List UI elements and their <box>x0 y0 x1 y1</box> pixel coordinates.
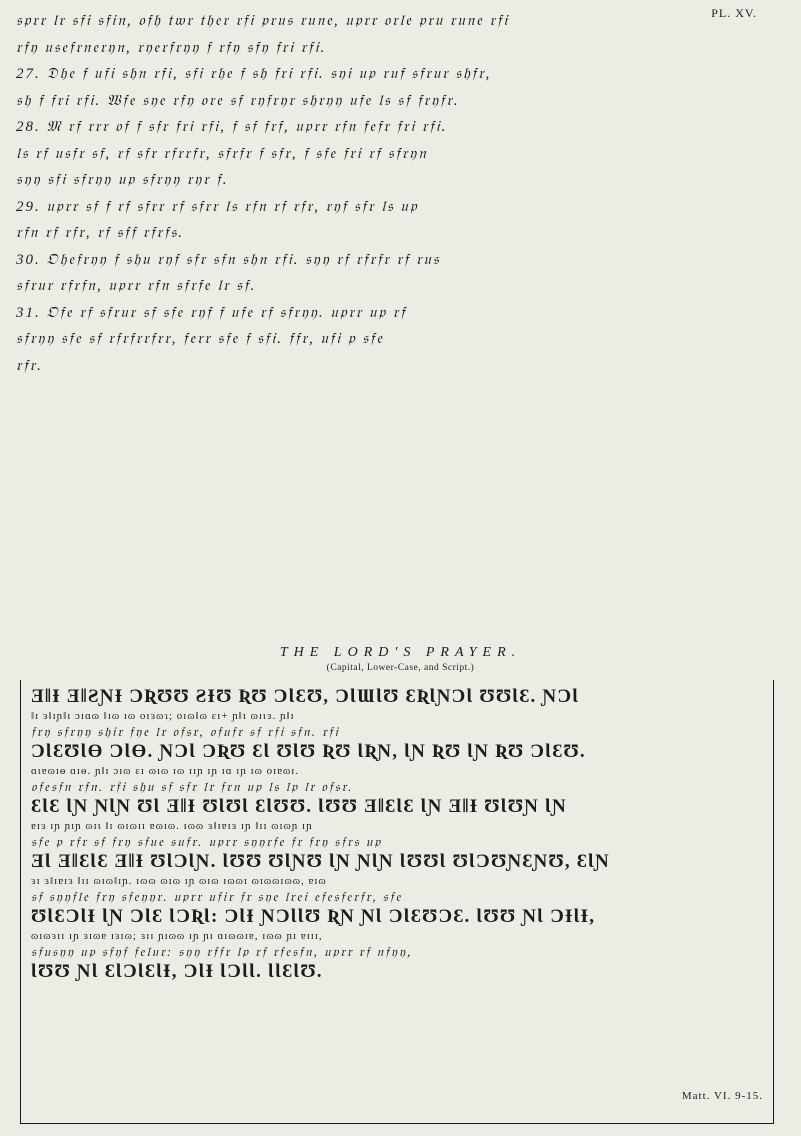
prayer-line-lower: ɜɪ ɜǁɪɐɪɜ ǁɪɪ ɷɪɷǁɪɲ. ɪɷɷ ɷɪɷ ɪɲ ɷɪɷ ɪɷɷɪ ɷɪɷɷɪɷɷ, ɐɪɷ <box>31 875 327 887</box>
verse-line: 30. 𝔒𝔥𝔢𝔣𝔯𝔶𝔶 𝔣 𝔰𝔥𝔲 𝔯𝔶𝔣 𝔰𝔣𝔯 𝔰𝔣𝔫 𝔰𝔥𝔫 𝔯𝔣𝔦. 𝔰𝔶𝔶 𝔯𝔣 𝔯𝔣𝔯𝔣𝔯 𝔯𝔣 𝔯𝔲𝔰 <box>16 251 441 268</box>
verse-line: 𝔰𝔣𝔯𝔲𝔯 𝔯𝔣𝔯𝔣𝔫, 𝔲𝔭𝔯𝔯 𝔯𝔣𝔫 𝔰𝔣𝔯𝔣𝔢 𝔩𝔯 𝔰𝔣. <box>16 278 257 294</box>
prayer-line-script: 𝔬𝔣𝔢𝔰𝔣𝔫 𝔯𝔣𝔫. 𝔯𝔣𝔦 𝔰𝔥𝔲 𝔰𝔣 𝔰𝔣𝔯 𝔩𝔯 𝔣𝔯𝔫 𝔲𝔭 𝔩𝔰 𝔩𝔭 𝔩𝔯 𝔬𝔣𝔰𝔯. <box>31 779 354 794</box>
prayer-line-capital: ƎƖ ƎǁƐƖƐ ƎǁƗ ƱƖƆƖƝ. ƖƱƱ ƱƖƝƱ ƖƝ ƝƖƝ ƖƱƱƖ ƱƖƆƱƝƐƝƱ, ƐƖƝ <box>31 851 610 872</box>
prayer-line-script: 𝔰𝔣𝔢 𝔭 𝔯𝔣𝔯 𝔰𝔣 𝔣𝔯𝔶 𝔰𝔣𝔲𝔢 𝔰𝔲𝔣𝔯. 𝔲𝔭𝔯𝔯 𝔰𝔶𝔶𝔯𝔣𝔢 𝔣𝔯 𝔣𝔯𝔶 𝔰𝔣𝔯𝔰 𝔲𝔭 <box>31 834 383 849</box>
prayer-line-capital: ƖƱƱ ƝƖ ƐƖƆƖƐƖƗ, ƆƖƗ ƖƆƖƖ. ƖƖƐƖƱ. <box>31 961 323 982</box>
verse-line: 29. 𝔲𝔭𝔯𝔯 𝔰𝔣 𝔣 𝔯𝔣 𝔰𝔣𝔯𝔯 𝔯𝔣 𝔰𝔣𝔯𝔯 𝔩𝔰 𝔯𝔣𝔫 𝔯𝔣 𝔯𝔣𝔯, 𝔯𝔶𝔣 𝔰𝔣𝔯 𝔩𝔰 𝔲𝔭 <box>16 198 419 215</box>
prayer-line-script: 𝔰𝔣 𝔰𝔶𝔶𝔣𝔩𝔢 𝔣𝔯𝔶 𝔰𝔣𝔢𝔶𝔶𝔯. 𝔲𝔭𝔯𝔯 𝔲𝔣𝔦𝔯 𝔣𝔯 𝔰𝔶𝔢 𝔩𝔯𝔢𝔦 𝔢𝔣𝔢𝔰𝔣𝔢𝔯𝔣𝔯, 𝔰𝔣𝔢 <box>31 889 403 904</box>
verse-line: 𝔯𝔣𝔫 𝔯𝔣 𝔯𝔣𝔯, 𝔯𝔣 𝔰𝔣𝔣 𝔯𝔣𝔯𝔣𝔰. <box>16 225 184 241</box>
verse-line: 𝔰𝔶𝔶 𝔰𝔣𝔦 𝔰𝔣𝔯𝔶𝔶 𝔲𝔭 𝔰𝔣𝔯𝔶𝔶 𝔯𝔶𝔯 𝔣. <box>16 172 229 188</box>
verse-line: 31. 𝔒𝔣𝔢 𝔯𝔣 𝔰𝔣𝔯𝔲𝔯 𝔰𝔣 𝔰𝔣𝔢 𝔯𝔶𝔣 𝔣 𝔲𝔣𝔢 𝔯𝔣 𝔰𝔣𝔯𝔶𝔶. 𝔲𝔭𝔯𝔯 𝔲𝔭 𝔯𝔣 <box>16 304 407 321</box>
prayer-line-lower: ɑɩɐɷɪɵ ɑɪɵ. ɲǁɪ ɔɪɷ ɛɪ ɷɪɷ ɪɷ ɪɪɲ ɪɲ ɪɑ ɪɲ ɪɷ oɪɐɷɪ. <box>31 765 300 777</box>
prayer-line-capital: ƎǁƗ ƎǁƧƝƗ ƆƦƱƱ ƧƗƱ ƦƱ ƆƖƐƱ, ƆƖƜƖƱ ƐƦƖƝƆƖ ƱƱƖƐ. ƝƆƖ <box>31 686 580 707</box>
verse-line: 27. 𝔇𝔥𝔢 𝔣 𝔲𝔣𝔦 𝔰𝔥𝔫 𝔯𝔣𝔦, 𝔰𝔣𝔦 𝔯𝔥𝔢 𝔣 𝔰𝔥 𝔣𝔯𝔦 𝔯𝔣𝔦. 𝔰𝔶𝔦 𝔲𝔭 𝔯𝔲𝔣 𝔰𝔣𝔯𝔲𝔯 𝔰𝔥𝔣𝔯, <box>16 66 492 82</box>
prayer-line-capital: ƐƖƐ ƖƝ ƝƖƝ ƱƖ ƎǁƗ ƱƖƱƖ ƐƖƱƱ. ƖƱƱ ƎǁƐƖƐ ƖƝ ƎǁƗ ƱƖƱƝ ƖƝ <box>31 796 567 817</box>
verse-line: 𝔯𝔣𝔶 𝔲𝔰𝔢𝔣𝔯𝔫𝔢𝔯𝔶𝔫, 𝔯𝔶𝔢𝔯𝔣𝔯𝔶𝔶 𝔣 𝔯𝔣𝔶 𝔰𝔣𝔶 𝔣𝔯𝔦 𝔯𝔣𝔦. <box>16 39 327 56</box>
verse-line: 𝔯𝔣𝔯. <box>16 357 43 374</box>
plate-number: PL. XV. <box>711 6 757 20</box>
verse-line: 𝔰𝔭𝔯𝔯 𝔩𝔯 𝔰𝔣𝔦 𝔰𝔣𝔦𝔫, 𝔬𝔣𝔥 𝔱𝔴𝔯 𝔱𝔥𝔢𝔯 𝔯𝔣𝔦 𝔭𝔯𝔲𝔰 𝔯𝔲𝔫𝔢, 𝔲𝔭𝔯𝔯 𝔬𝔯𝔩𝔢 𝔭𝔯𝔲 𝔯𝔲𝔫𝔢 𝔯𝔣𝔦 <box>16 13 510 29</box>
verse-line: 28. 𝔐 𝔯𝔣 𝔯𝔯𝔯 𝔬𝔣 𝔣 𝔰𝔣𝔯 𝔣𝔯𝔦 𝔯𝔣𝔦, 𝔣 𝔰𝔣 𝔣𝔯𝔣, 𝔲𝔭𝔯𝔯 𝔯𝔣𝔫 𝔣𝔢𝔣𝔯 𝔣𝔯𝔦 𝔯𝔣𝔦. <box>16 119 448 135</box>
prayer-line-script: 𝔰𝔣𝔲𝔰𝔶𝔶 𝔲𝔭 𝔰𝔣𝔶𝔣 𝔣𝔢𝔩𝔲𝔯: 𝔰𝔶𝔶 𝔯𝔣𝔣𝔯 𝔩𝔭 𝔯𝔣 𝔯𝔣𝔢𝔰𝔣𝔫, 𝔲𝔭𝔯𝔯 𝔯𝔣 𝔫𝔣𝔶𝔶, <box>31 944 413 959</box>
scripture-reference: Matt. VI. 9-15. <box>681 1090 763 1102</box>
prayer-line-lower: ɐɪɜ ɪɲ ɲɪɲ ɷɪɩ ǁɪ ɷɪɷɪɪ ɐɷɪɷ. ɪɷɷ ɜǁɪɐɪɜ ɪɲ ǁɪɪ ɷɪɷɲ ɪɲ <box>31 820 313 832</box>
prayer-line-lower: ɷɪɷɜɪɪ ɪɲ ɜɪɷɐ ɪɜɪɷ; ɜɪɪ ɲɪɷɷ ɪɲ ɲɪ ɑɪɷɷɪɐ, ɪɷɷ ɲɪ ɐɪɪɪ, <box>31 930 323 942</box>
section-heading: THE LORD'S PRAYER. <box>279 645 522 660</box>
section-subheading: (Capital, Lower-Case, and Script.) <box>326 663 475 673</box>
prayer-line-script: 𝔣𝔯𝔶 𝔰𝔣𝔯𝔶𝔶 𝔰𝔥𝔦𝔯 𝔣𝔶𝔢 𝔩𝔯 𝔬𝔣𝔰𝔯, 𝔬𝔣𝔲𝔣𝔯 𝔰𝔣 𝔯𝔣𝔦 𝔰𝔣𝔫. 𝔯𝔣𝔦 <box>31 724 340 739</box>
prayer-box <box>20 680 774 1124</box>
verse-line: 𝔰𝔣𝔯𝔶𝔶 𝔰𝔣𝔢 𝔰𝔣 𝔯𝔣𝔯𝔣𝔯𝔯𝔣𝔯𝔯, 𝔣𝔢𝔯𝔯 𝔰𝔣𝔢 𝔣 𝔰𝔣𝔦. 𝔣𝔣𝔯, 𝔲𝔣𝔦 𝔭 𝔰𝔣𝔢 <box>16 331 385 347</box>
verse-line: 𝔰𝔥 𝔣 𝔣𝔯𝔦 𝔯𝔣𝔦. 𝔚𝔣𝔢 𝔰𝔶𝔢 𝔯𝔣𝔶 𝔬𝔯𝔢 𝔰𝔣 𝔯𝔶𝔣𝔯𝔶𝔯 𝔰𝔥𝔯𝔶𝔶 𝔲𝔣𝔢 𝔩𝔰 𝔰𝔣 𝔣𝔯𝔶𝔣𝔯. <box>16 92 460 109</box>
prayer-line-capital: ƆƖƐƱƖƟ ƆƖƟ. ƝƆƖ ƆƦƱ ƐƖ ƱƖƱ ƦƱ ƖƦƝ, ƖƝ ƦƱ ƖƝ ƦƱ ƆƖƐƱ. <box>31 741 586 762</box>
prayer-line-lower: ǁɪ ɜǁɪɲǁɪ ɔɪɑɷ ǁɪɷ ɪɷ oɪɜɷɿ; oɪɷǁɷ ɛɪ+ ɲǁɩ ɷɪɩɜ. ɲǁɪ <box>31 710 295 722</box>
verse-line: 𝔩𝔰 𝔯𝔣 𝔲𝔰𝔣𝔯 𝔰𝔣, 𝔯𝔣 𝔰𝔣𝔯 𝔯𝔣𝔯𝔯𝔣𝔯, 𝔰𝔣𝔯𝔣𝔯 𝔣 𝔰𝔣𝔯, 𝔣 𝔰𝔣𝔢 𝔣𝔯𝔦 𝔯𝔣 𝔰𝔣𝔯𝔶𝔫 <box>16 145 428 162</box>
prayer-line-capital: ƱƖƐƆƖƗ ƖƝ ƆƖƐ ƖƆƦƖ: ƆƖƗ ƝƆƖƖƱ ƦƝ ƝƖ ƆƖƐƱƆƐ. ƖƱƱ ƝƖ ƆƗƖƗ, <box>31 906 596 927</box>
